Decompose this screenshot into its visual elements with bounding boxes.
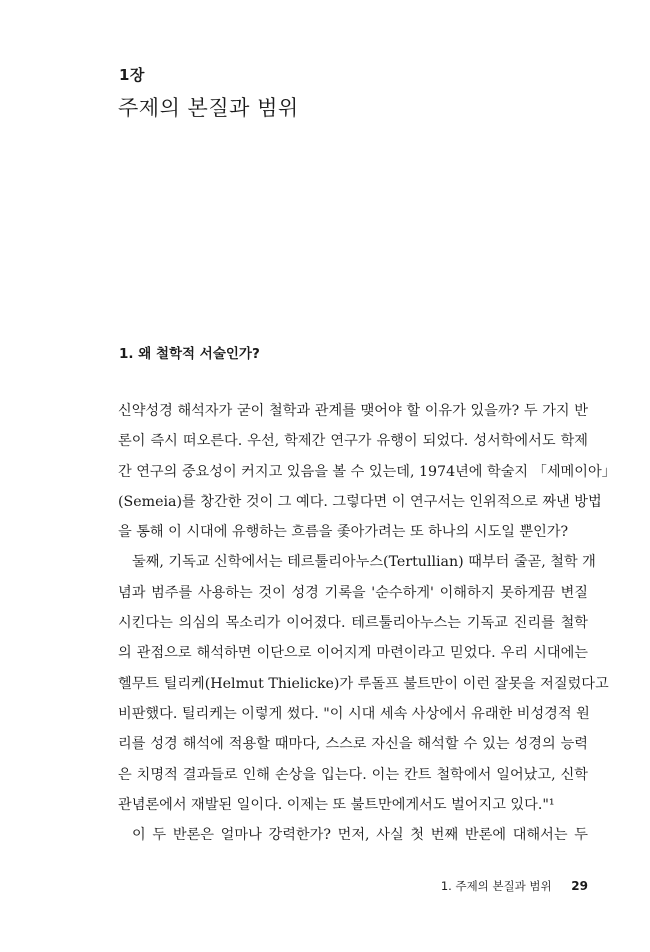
text-line: 을 통해 이 시대에 유행하는 흐름을 좇아가려는 또 하나의 시도일 뿐인가?: [118, 524, 569, 541]
paragraph: [118, 547, 609, 820]
text-line: 헬무트 틸리케(Helmut Thielicke)가 루돌프 불트만이 이런 잘못을 저질렀다고: [118, 675, 609, 692]
text-line: 시킨다는 의심의 목소리가 이어졌다. 테르툴리아누스는 기독교 진리를 철학: [118, 615, 588, 632]
text-line: 론이 즉시 떠오른다. 우선, 학제간 연구가 유행이 되었다. 성서학에서도 학제: [118, 433, 588, 450]
section-heading: 1. 왜 철학적 서술인가?: [119, 346, 260, 362]
text-line: 의 관점으로 해석하면 이단으로 이어지게 마련이라고 믿었다. 우리 시대에는: [118, 645, 588, 662]
text-line: 리를 성경 해석에 적용할 때마다, 스스로 자신을 해석할 수 있는 성경의 능력: [118, 736, 588, 753]
text-line: 이 두 반론은 얼마나 강력한가? 먼저, 사실 첫 번째 반론에 대해서는 두: [132, 827, 588, 844]
text-line: 관념론에서 재발된 일이다. 이제는 또 불트만에게서도 벌어지고 있다."¹: [118, 796, 555, 813]
text-line: 둘째, 기독교 신학에서는 테르툴리아누스(Tertullian) 때부터 줄곧, 철학 개: [132, 554, 596, 571]
chapter-label: 1장: [119, 66, 145, 84]
body-text: [118, 396, 616, 850]
text-line: 념과 범주를 사용하는 것이 성경 기록을 '순수하게' 이해하지 못하게끔 변질: [118, 584, 588, 601]
chapter-title: 주제의 본질과 범위: [118, 96, 299, 120]
text-line: 신약성경 해석자가 굳이 철학과 관계를 맺어야 할 이유가 있을까? 두 가지 반: [118, 403, 588, 419]
paragraph: [118, 820, 588, 850]
text-line: 간 연구의 중요성이 커지고 있음을 볼 수 있는데, 1974년에 학술지 「세메이아」: [118, 463, 616, 480]
paragraph: [118, 396, 616, 547]
running-title: 1. 주제의 본질과 범위: [440, 879, 552, 893]
page-number: 29: [571, 879, 588, 893]
text-line: 비판했다. 틸리케는 이렇게 썼다. "이 시대 세속 사상에서 유래한 비성경적 원: [118, 705, 590, 722]
text-line: 은 치명적 결과들로 인해 손상을 입는다. 이는 칸트 철학에서 일어났고, 신학: [118, 766, 588, 783]
page-footer: [441, 878, 588, 894]
text-line: (Semeia)를 창간한 것이 그 예다. 그렇다면 이 연구서는 인위적으로 짜낸 방법: [118, 493, 602, 510]
